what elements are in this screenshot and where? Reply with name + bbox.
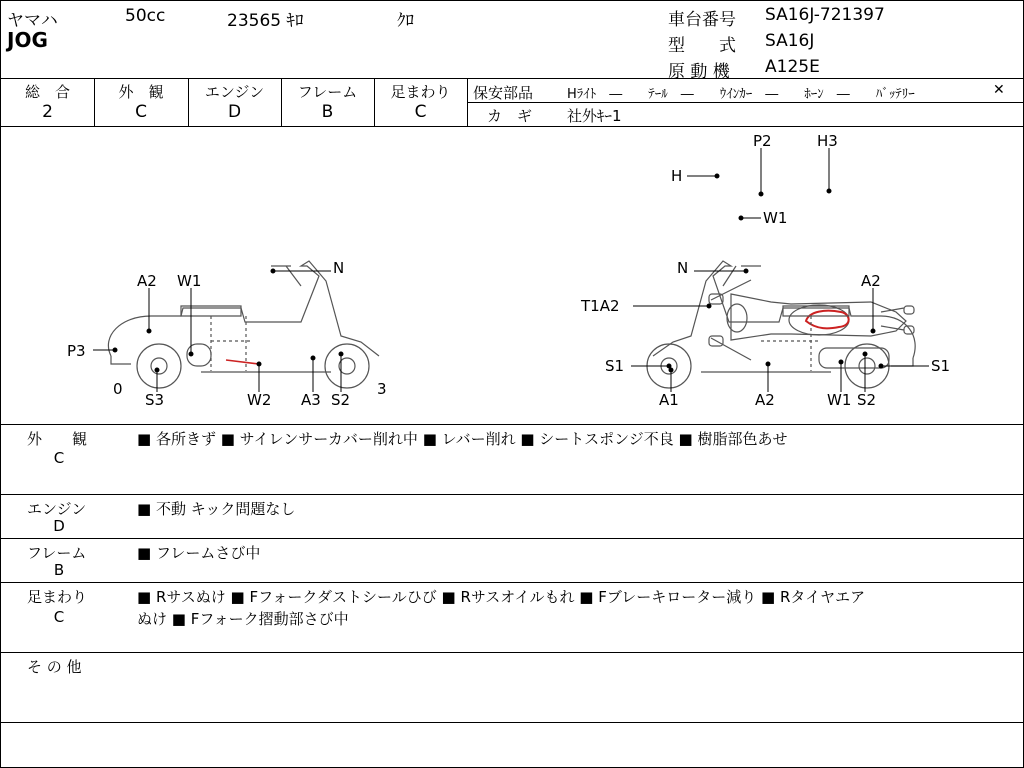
label-right-A1: A1 (659, 391, 679, 409)
remark-grade-exterior: C (53, 449, 65, 467)
label-left-A3: A3 (301, 391, 321, 409)
grade-label-frame: フレーム (297, 83, 358, 101)
remark-grade-frame: B (53, 561, 65, 579)
remark-label-suspension: 足まわり (27, 588, 88, 606)
label-left-W1: W1 (177, 272, 202, 290)
label-left-0: 0 (113, 380, 123, 398)
label-right-A2-bottom: A2 (755, 391, 775, 409)
grade-label-suspension: 足まわり (390, 83, 451, 101)
safety-parts-items: Hﾗｲﾄ ― ﾃｰﾙ ― ｳｲﾝｶｰ ― ﾎｰﾝ ― ﾊﾞｯﾃﾘｰ (567, 87, 915, 102)
grade-label-exterior: 外 観 (118, 83, 164, 101)
label-right-W1: W1 (827, 391, 852, 409)
scooter-damage-diagram (1, 126, 1023, 426)
maker: ヤマハ (7, 11, 58, 31)
label-left-S3: S3 (145, 391, 165, 409)
mileage: 23565 ｷﾛ (227, 11, 304, 31)
label-left-N: N (333, 259, 345, 277)
divider (467, 78, 468, 126)
remark-text-exterior: ■ 各所きず ■ サイレンサーカバー削れ中 ■ レバー削れ ■ シートスポンジ不良 ■ 樹脂部色あせ (137, 430, 788, 448)
grade-label-engine: エンジン (204, 83, 265, 101)
divider (1, 424, 1023, 425)
remark-text-suspension-cont: ぬけ ■ Fフォーク摺動部さび中 (137, 610, 349, 628)
grade-value-engine: D (227, 102, 242, 122)
label-left-W2: W2 (247, 391, 272, 409)
label-right-S1-rear: S1 (931, 357, 951, 375)
label-top-W1: W1 (763, 209, 788, 227)
label-left-3: 3 (377, 380, 387, 398)
engine-type-label: 原 動 機 (668, 62, 730, 82)
color: ｸﾛ (397, 11, 414, 31)
safety-parts-label: 保安部品 (473, 84, 534, 102)
label-left-S2: S2 (331, 391, 351, 409)
label-top-H3: H3 (817, 132, 838, 150)
label-right-N: N (677, 259, 689, 277)
remark-text-frame: ■ フレームさび中 (137, 544, 261, 562)
remark-label-other: そ の 他 (27, 658, 82, 676)
remark-text-engine: ■ 不動 キック問題なし (137, 500, 296, 518)
battery-missing-mark: ✕ (993, 82, 1005, 98)
frame-number: SA16J-721397 (765, 5, 885, 25)
label-right-S1-front: S1 (605, 357, 625, 375)
grade-value-overall: 2 (42, 102, 53, 122)
divider (1, 652, 1023, 653)
divider (1, 722, 1023, 723)
grade-value-exterior: C (135, 102, 147, 122)
divider (467, 102, 1023, 103)
key-label: カ ギ (487, 107, 533, 125)
type-value: SA16J (765, 31, 815, 51)
label-left-A2: A2 (137, 272, 157, 290)
grade-value-suspension: C (414, 102, 427, 122)
remark-grade-engine: D (53, 517, 65, 535)
grade-value-frame: B (321, 102, 334, 122)
model-name: JOG (7, 28, 48, 52)
remark-label-exterior: 外 観 (27, 430, 88, 448)
remark-label-engine: エンジン (27, 500, 87, 518)
remark-text-suspension: ■ Rサスぬけ ■ Fフォークダストシールひび ■ Rサスオイルもれ ■ Fブレーキローター減り ■ Rタイヤエア (137, 588, 866, 606)
grade-label-overall: 総 合 (24, 83, 70, 101)
label-top-H: H (671, 167, 683, 185)
divider (1, 494, 1023, 495)
label-left-P3: P3 (67, 342, 86, 360)
label-right-S2: S2 (857, 391, 877, 409)
label-right-A2: A2 (861, 272, 881, 290)
remark-grade-suspension: C (53, 608, 65, 626)
divider (1, 582, 1023, 583)
key-value: 社外ｷｰ1 (567, 107, 622, 125)
label-top-P2: P2 (753, 132, 772, 150)
displacement: 50cc (125, 6, 166, 26)
engine-type-value: A125E (765, 57, 820, 77)
type-label: 型 式 (668, 36, 736, 56)
divider (1, 78, 1023, 79)
divider (1, 538, 1023, 539)
label-right-T1A2: T1A2 (581, 297, 620, 315)
frame-number-label: 車台番号 (668, 10, 736, 30)
remark-label-frame: フレーム (27, 544, 87, 562)
